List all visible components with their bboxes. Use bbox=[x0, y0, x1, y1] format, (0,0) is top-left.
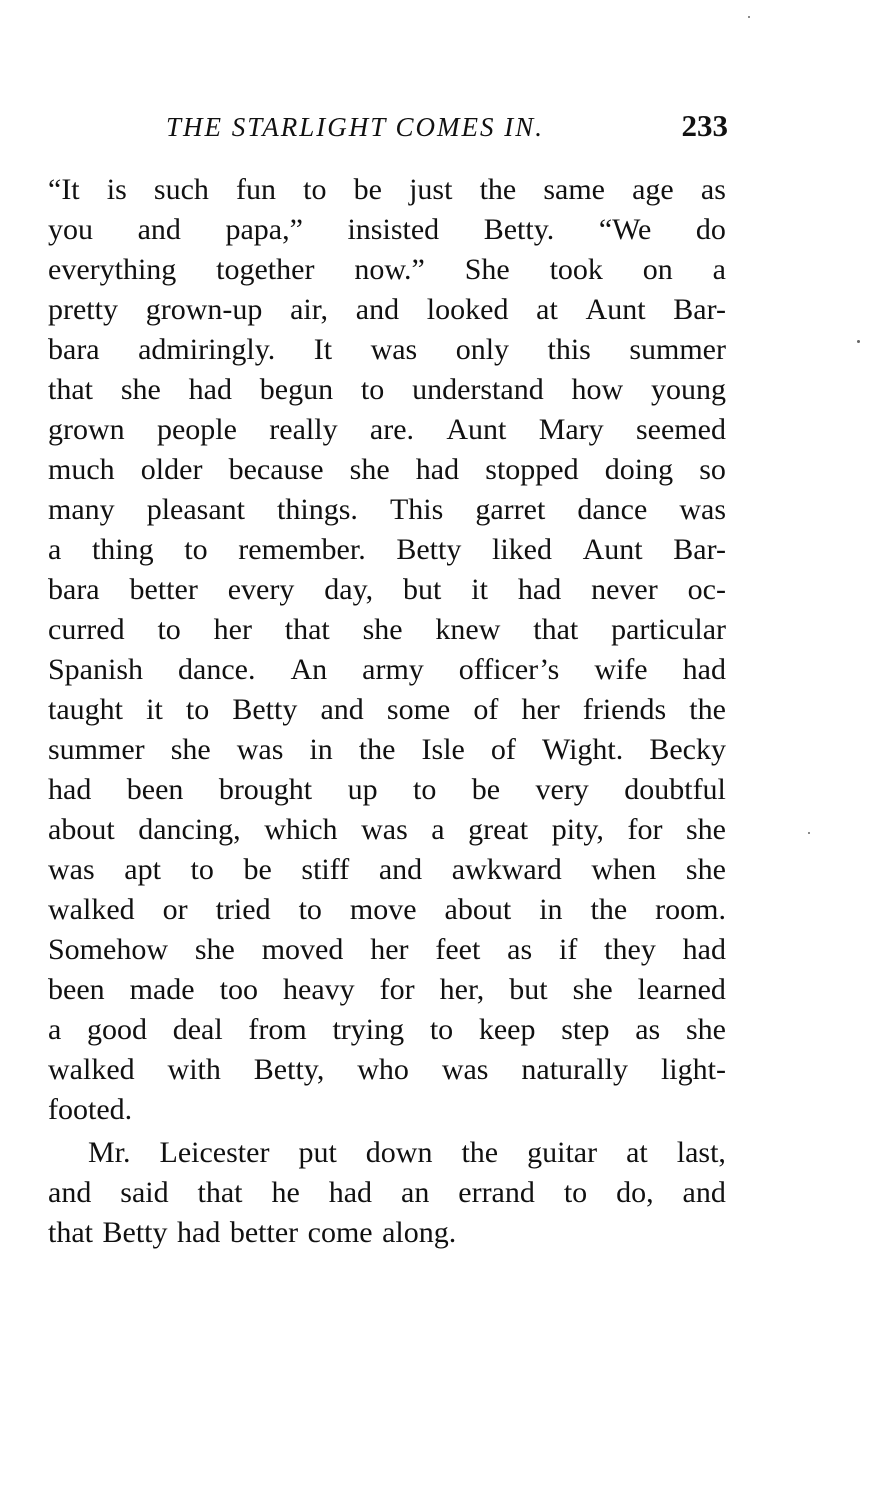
word: only bbox=[455, 333, 510, 366]
word: her bbox=[370, 933, 409, 966]
word: footed. bbox=[48, 1093, 133, 1126]
word: Betty. bbox=[483, 213, 555, 246]
text-line bbox=[48, 1010, 726, 1050]
text-line bbox=[48, 250, 726, 290]
scan-speck bbox=[808, 832, 810, 834]
text-line bbox=[48, 170, 726, 210]
word: in bbox=[309, 733, 333, 766]
word: particular bbox=[611, 613, 726, 646]
word: people bbox=[156, 413, 237, 446]
word: that bbox=[48, 1216, 103, 1249]
word: Aunt bbox=[585, 293, 646, 326]
word: fun bbox=[236, 173, 277, 206]
word: It bbox=[313, 333, 333, 366]
word: Betty bbox=[396, 533, 462, 566]
word: better bbox=[229, 1216, 308, 1249]
word: pleasant bbox=[146, 493, 245, 526]
word: she bbox=[362, 613, 403, 646]
word: her bbox=[521, 693, 560, 726]
word: very bbox=[535, 773, 589, 806]
word: do, bbox=[616, 1176, 654, 1209]
word: move bbox=[349, 893, 417, 926]
word: had bbox=[517, 573, 562, 606]
scan-speck bbox=[857, 340, 860, 343]
word: never bbox=[591, 573, 658, 606]
word: really bbox=[269, 413, 338, 446]
word: to bbox=[190, 853, 214, 886]
word: come bbox=[307, 1216, 383, 1249]
word: but bbox=[403, 573, 442, 606]
word: tried bbox=[215, 893, 271, 926]
word: such bbox=[153, 173, 209, 206]
word: she bbox=[685, 853, 726, 886]
word: walked bbox=[48, 893, 135, 926]
word: to bbox=[360, 373, 385, 406]
word: and bbox=[682, 1176, 726, 1209]
word: apt bbox=[124, 853, 161, 886]
word: a bbox=[712, 253, 726, 286]
word: Bar- bbox=[673, 293, 726, 326]
word: understand bbox=[412, 373, 544, 406]
word: Somehow bbox=[48, 933, 168, 966]
text-line bbox=[48, 570, 726, 610]
word: how bbox=[571, 373, 624, 406]
word: she bbox=[349, 453, 390, 486]
word: if bbox=[559, 933, 578, 966]
word: this bbox=[547, 333, 591, 366]
word: papa,” bbox=[225, 213, 303, 246]
word: liked bbox=[492, 533, 552, 566]
word: an bbox=[401, 1176, 430, 1209]
text-line bbox=[48, 210, 726, 250]
word: learned bbox=[637, 973, 726, 1006]
word: trying bbox=[332, 1013, 405, 1046]
word: made bbox=[129, 973, 195, 1006]
word: Wight. bbox=[541, 733, 624, 766]
word: you bbox=[48, 213, 93, 246]
text-line bbox=[48, 1213, 726, 1253]
word: because bbox=[228, 453, 324, 486]
word: Mary bbox=[538, 413, 604, 446]
word: as bbox=[635, 1013, 661, 1046]
word: the bbox=[461, 1136, 499, 1169]
word: as bbox=[700, 173, 726, 206]
word: same bbox=[543, 173, 605, 206]
word: Aunt bbox=[582, 533, 643, 566]
word: to bbox=[298, 893, 322, 926]
word: took bbox=[549, 253, 603, 286]
word: heavy bbox=[283, 973, 355, 1006]
scan-speck bbox=[748, 16, 750, 18]
text-line bbox=[48, 1133, 726, 1173]
word: had bbox=[682, 653, 726, 686]
word: step bbox=[561, 1013, 610, 1046]
word: as bbox=[507, 933, 533, 966]
word: friends bbox=[582, 693, 667, 726]
word: stopped bbox=[485, 453, 579, 486]
word: for bbox=[627, 813, 663, 846]
text-line bbox=[48, 810, 726, 850]
word: to bbox=[563, 1176, 588, 1209]
word: had bbox=[682, 933, 726, 966]
word: Aunt bbox=[446, 413, 507, 446]
word: they bbox=[604, 933, 656, 966]
word: of bbox=[490, 733, 516, 766]
word: great bbox=[468, 813, 529, 846]
word: last, bbox=[676, 1136, 726, 1169]
word: a bbox=[431, 813, 445, 846]
word: was bbox=[370, 333, 418, 366]
word: it bbox=[146, 693, 163, 726]
word: to bbox=[157, 613, 181, 646]
word: curred bbox=[48, 613, 125, 646]
word: “It bbox=[48, 173, 80, 206]
word: it bbox=[471, 573, 488, 606]
word: she bbox=[170, 733, 211, 766]
word: dance bbox=[577, 493, 648, 526]
text-line bbox=[48, 1090, 726, 1130]
word: summer bbox=[629, 333, 726, 366]
word: Spanish bbox=[48, 653, 144, 686]
word: remember. bbox=[238, 533, 366, 566]
word: said bbox=[120, 1176, 169, 1209]
word: now.” bbox=[354, 253, 425, 286]
word: is bbox=[106, 173, 127, 206]
word: army bbox=[362, 653, 424, 686]
word: things. bbox=[277, 493, 358, 526]
text-line bbox=[48, 490, 726, 530]
text-line bbox=[48, 610, 726, 650]
text-line bbox=[48, 770, 726, 810]
text-line bbox=[48, 890, 726, 930]
word: the bbox=[590, 893, 628, 926]
text-line bbox=[48, 330, 726, 370]
word: or bbox=[162, 893, 188, 926]
word: air, bbox=[290, 293, 329, 326]
word: naturally bbox=[521, 1053, 629, 1086]
word: the bbox=[358, 733, 396, 766]
word: when bbox=[591, 853, 657, 886]
word: up bbox=[347, 773, 378, 806]
text-line bbox=[48, 370, 726, 410]
word: pretty bbox=[48, 293, 118, 326]
word: and bbox=[378, 853, 423, 886]
word: at bbox=[626, 1136, 648, 1169]
text-line bbox=[48, 730, 726, 770]
word: along. bbox=[382, 1216, 457, 1249]
page-number: 233 bbox=[681, 108, 728, 143]
word: Becky bbox=[649, 733, 726, 766]
word: She bbox=[464, 253, 510, 286]
word: room. bbox=[655, 893, 726, 926]
word: was bbox=[441, 1053, 489, 1086]
word: was bbox=[679, 493, 726, 526]
word: had bbox=[177, 1216, 230, 1249]
word: grown-up bbox=[145, 293, 263, 326]
word: oc- bbox=[687, 573, 726, 606]
word: be bbox=[471, 773, 501, 806]
word: from bbox=[248, 1013, 307, 1046]
text-line bbox=[48, 1173, 726, 1213]
word: pity, bbox=[551, 813, 604, 846]
word: that bbox=[533, 613, 579, 646]
word: brought bbox=[218, 773, 313, 806]
word: admiringly. bbox=[138, 333, 276, 366]
word: a bbox=[48, 533, 62, 566]
word: looked bbox=[426, 293, 509, 326]
word: good bbox=[87, 1013, 148, 1046]
text-line bbox=[48, 1050, 726, 1090]
word: on bbox=[642, 253, 673, 286]
word: bara bbox=[48, 333, 100, 366]
word: put bbox=[298, 1136, 337, 1169]
word: he bbox=[271, 1176, 300, 1209]
word: older bbox=[140, 453, 203, 486]
word: moved bbox=[261, 933, 344, 966]
word: everything bbox=[48, 253, 177, 286]
word: her, bbox=[439, 973, 485, 1006]
word: the bbox=[479, 173, 517, 206]
word: together bbox=[216, 253, 315, 286]
word: and bbox=[137, 213, 181, 246]
word: feet bbox=[435, 933, 481, 966]
word: at bbox=[536, 293, 558, 326]
word: been bbox=[126, 773, 184, 806]
word: about bbox=[48, 813, 115, 846]
word: Betty, bbox=[253, 1053, 325, 1086]
word: was bbox=[48, 853, 95, 886]
word: down bbox=[365, 1136, 433, 1169]
word: just bbox=[409, 173, 453, 206]
word: had bbox=[48, 773, 92, 806]
body-text bbox=[48, 170, 726, 1253]
word: knew bbox=[435, 613, 501, 646]
word: to bbox=[412, 773, 437, 806]
word: she bbox=[572, 973, 613, 1006]
word: many bbox=[48, 493, 115, 526]
word: some bbox=[386, 693, 451, 726]
word: to bbox=[185, 693, 210, 726]
word: This bbox=[389, 493, 444, 526]
word: who bbox=[357, 1053, 409, 1086]
text-line bbox=[48, 930, 726, 970]
word: grown bbox=[48, 413, 125, 446]
word: insisted bbox=[347, 213, 440, 246]
word: had bbox=[415, 453, 460, 486]
word: do bbox=[695, 213, 726, 246]
word: begun bbox=[259, 373, 334, 406]
word: taught bbox=[48, 693, 123, 726]
word: deal bbox=[172, 1013, 223, 1046]
word: awkward bbox=[451, 853, 562, 886]
word: and bbox=[320, 693, 364, 726]
word: and bbox=[355, 293, 400, 326]
text-line bbox=[48, 970, 726, 1010]
word: garret bbox=[475, 493, 546, 526]
word: was bbox=[361, 813, 408, 846]
text-line bbox=[48, 850, 726, 890]
word: about bbox=[444, 893, 512, 926]
word: are. bbox=[369, 413, 415, 446]
word: in bbox=[539, 893, 563, 926]
word: she bbox=[686, 813, 726, 846]
word: An bbox=[290, 653, 328, 686]
word: stiff bbox=[301, 853, 350, 886]
word: that bbox=[197, 1176, 243, 1209]
word: seemed bbox=[636, 413, 726, 446]
word: which bbox=[264, 813, 338, 846]
text-line bbox=[48, 450, 726, 490]
word: walked bbox=[48, 1053, 135, 1086]
word: dance. bbox=[178, 653, 256, 686]
word: her bbox=[213, 613, 252, 646]
word: “We bbox=[598, 213, 652, 246]
word: had bbox=[188, 373, 232, 406]
text-line bbox=[48, 410, 726, 450]
word: to bbox=[429, 1013, 454, 1046]
word: been bbox=[48, 973, 105, 1006]
word: summer bbox=[48, 733, 145, 766]
word: too bbox=[219, 973, 258, 1006]
word: be bbox=[243, 853, 272, 886]
word: be bbox=[353, 173, 382, 206]
word: that bbox=[48, 373, 93, 406]
word: but bbox=[509, 973, 548, 1006]
word: every bbox=[227, 573, 295, 606]
word: and bbox=[48, 1176, 92, 1209]
word: she bbox=[120, 373, 161, 406]
word: wife bbox=[594, 653, 648, 686]
text-line bbox=[48, 530, 726, 570]
word: young bbox=[651, 373, 726, 406]
text-line bbox=[48, 690, 726, 730]
word: she bbox=[685, 1013, 726, 1046]
word: Betty bbox=[102, 1216, 177, 1249]
text-line bbox=[48, 650, 726, 690]
word: of bbox=[473, 693, 499, 726]
running-head: THE STARLIGHT COMES IN. bbox=[166, 112, 545, 142]
word: dancing, bbox=[138, 813, 241, 846]
word: bara bbox=[48, 573, 100, 606]
word: Bar- bbox=[673, 533, 726, 566]
word: day, bbox=[324, 573, 374, 606]
word: a bbox=[48, 1013, 62, 1046]
word: had bbox=[328, 1176, 373, 1209]
word: that bbox=[284, 613, 330, 646]
page-header bbox=[48, 108, 728, 152]
word: she bbox=[194, 933, 235, 966]
word: Mr. bbox=[88, 1136, 131, 1169]
word: so bbox=[699, 453, 726, 486]
word: officer’s bbox=[458, 653, 560, 686]
word: thing bbox=[91, 533, 154, 566]
word: with bbox=[167, 1053, 221, 1086]
word: doubtful bbox=[624, 773, 726, 806]
word: Betty bbox=[232, 693, 298, 726]
word: for bbox=[379, 973, 415, 1006]
word: Isle bbox=[421, 733, 465, 766]
word: to bbox=[184, 533, 208, 566]
word: guitar bbox=[527, 1136, 598, 1169]
word: much bbox=[48, 453, 115, 486]
word: doing bbox=[604, 453, 674, 486]
word: Leicester bbox=[159, 1136, 270, 1169]
text-line bbox=[48, 290, 726, 330]
word: keep bbox=[478, 1013, 536, 1046]
word: light- bbox=[660, 1053, 726, 1086]
word: was bbox=[236, 733, 284, 766]
word: age bbox=[632, 173, 674, 206]
word: better bbox=[129, 573, 198, 606]
word: errand bbox=[458, 1176, 535, 1209]
word: the bbox=[689, 693, 726, 726]
word: to bbox=[303, 173, 327, 206]
